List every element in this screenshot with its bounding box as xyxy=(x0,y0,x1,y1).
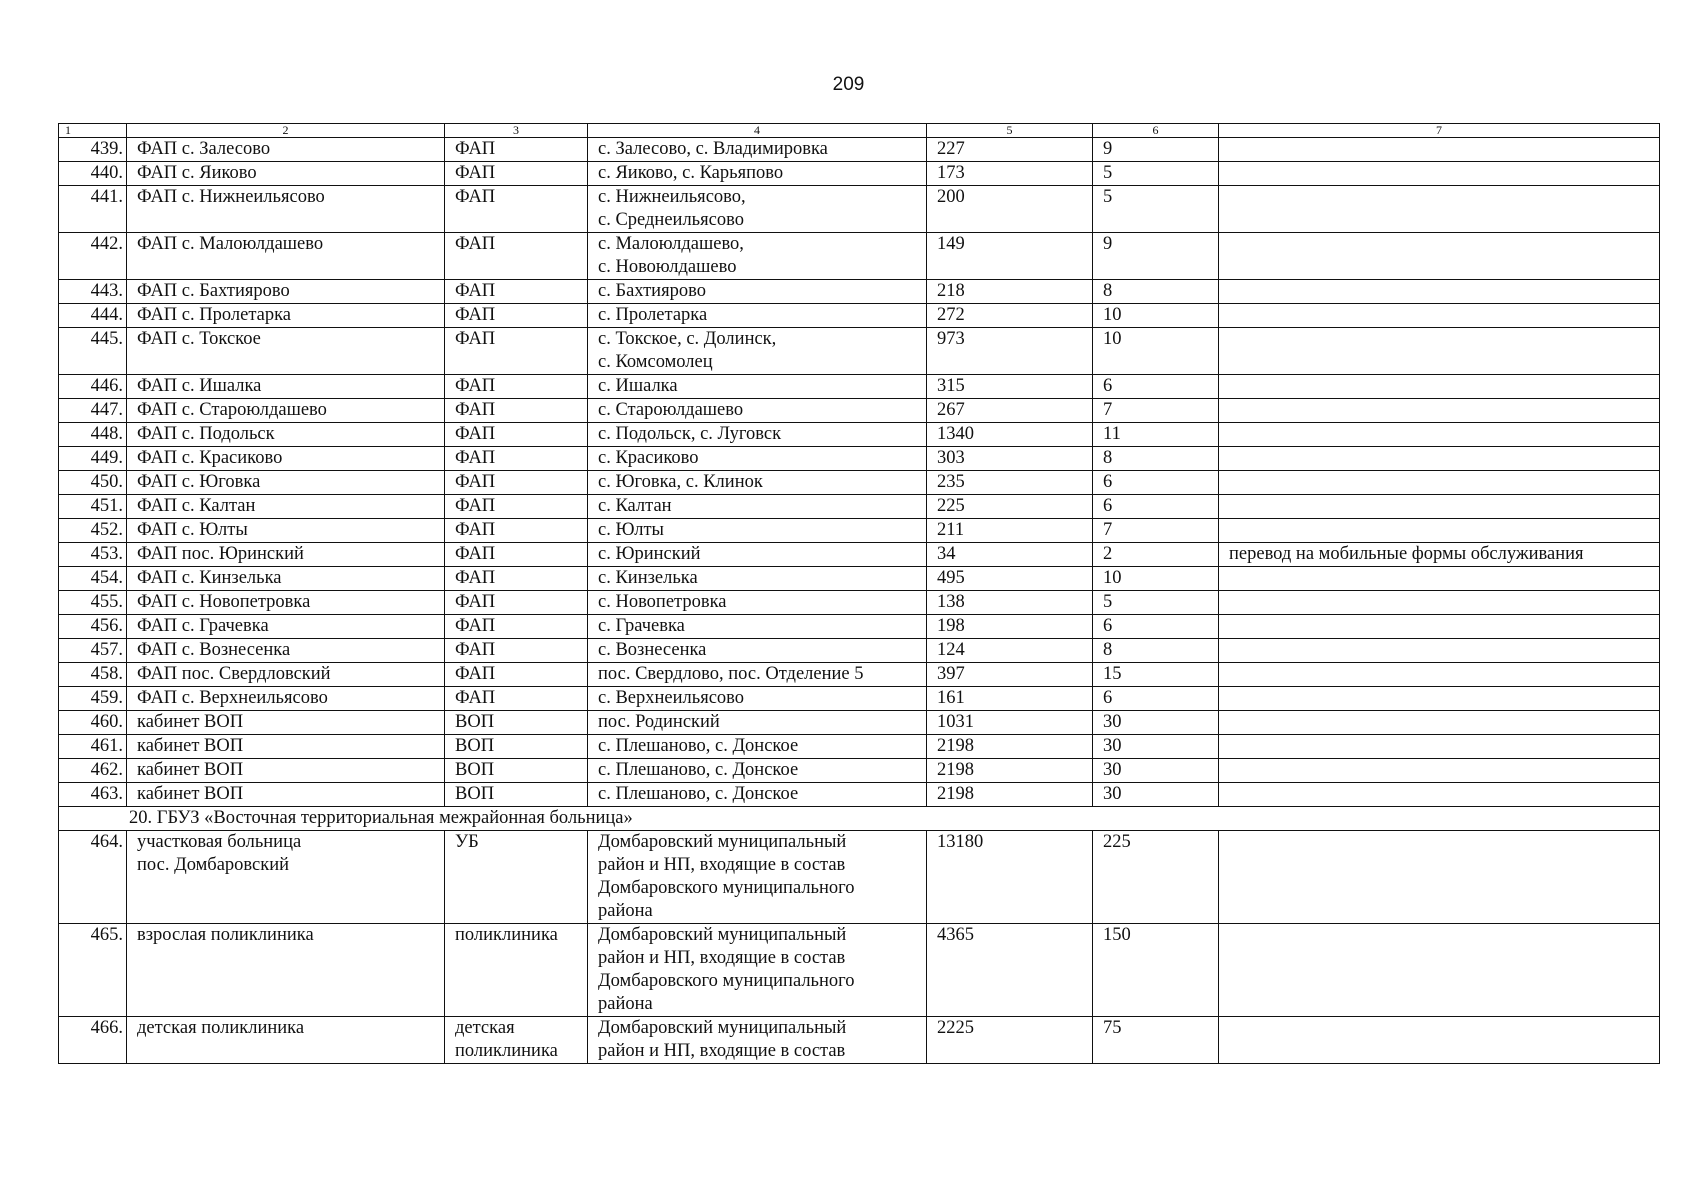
population: 218 xyxy=(927,280,1093,304)
facility-type: ФАП xyxy=(445,663,588,687)
facility-name: кабинет ВОП xyxy=(127,735,445,759)
service-area: с. Залесово, с. Владимировка xyxy=(588,138,927,162)
distance: 15 xyxy=(1093,663,1219,687)
facility-type: ФАП xyxy=(445,687,588,711)
service-area: с. Плешаново, с. Донское xyxy=(588,759,927,783)
service-area: с. Юговка, с. Клинок xyxy=(588,471,927,495)
distance: 225 xyxy=(1093,831,1219,924)
service-area: с. Токское, с. Долинск, с. Комсомолец xyxy=(588,328,927,375)
service-area: с. Бахтиярово xyxy=(588,280,927,304)
page-number: 209 xyxy=(832,74,865,95)
service-area: с. Новопетровка xyxy=(588,591,927,615)
note xyxy=(1219,567,1660,591)
table-row xyxy=(59,447,1660,471)
table-row xyxy=(59,495,1660,519)
population: 34 xyxy=(927,543,1093,567)
facility-type: ФАП xyxy=(445,304,588,328)
table-row xyxy=(59,423,1660,447)
service-area: с. Пролетарка xyxy=(588,304,927,328)
distance: 5 xyxy=(1093,591,1219,615)
column-number: 3 xyxy=(445,124,588,138)
row-number: 451. xyxy=(59,495,127,519)
table-row xyxy=(59,1017,1660,1064)
population: 495 xyxy=(927,567,1093,591)
facility-name: ФАП с. Токское xyxy=(127,328,445,375)
service-area: с. Юлты xyxy=(588,519,927,543)
facility-name: ФАП с. Юговка xyxy=(127,471,445,495)
table-row xyxy=(59,735,1660,759)
service-area: Домбаровский муниципальный район и НП, входящие в состав Домбаровского муниципального района xyxy=(588,924,927,1017)
distance: 6 xyxy=(1093,471,1219,495)
note xyxy=(1219,783,1660,807)
facility-name: ФАП с. Красиково xyxy=(127,447,445,471)
row-number: 449. xyxy=(59,447,127,471)
facility-type: УБ xyxy=(445,831,588,924)
note xyxy=(1219,471,1660,495)
population: 161 xyxy=(927,687,1093,711)
facility-name: ФАП с. Бахтиярово xyxy=(127,280,445,304)
facility-name: ФАП с. Староюлдашево xyxy=(127,399,445,423)
distance: 5 xyxy=(1093,186,1219,233)
distance: 6 xyxy=(1093,687,1219,711)
facility-name: ФАП с. Яиково xyxy=(127,162,445,186)
population: 315 xyxy=(927,375,1093,399)
facility-name: ФАП с. Новопетровка xyxy=(127,591,445,615)
facility-type: ФАП xyxy=(445,447,588,471)
column-number: 7 xyxy=(1219,124,1660,138)
facility-type: ФАП xyxy=(445,543,588,567)
population: 2225 xyxy=(927,1017,1093,1064)
note xyxy=(1219,375,1660,399)
table-row xyxy=(59,615,1660,639)
distance: 30 xyxy=(1093,735,1219,759)
distance: 8 xyxy=(1093,447,1219,471)
population: 1340 xyxy=(927,423,1093,447)
row-number: 443. xyxy=(59,280,127,304)
table-row xyxy=(59,399,1660,423)
service-area: с. Староюлдашево xyxy=(588,399,927,423)
population: 198 xyxy=(927,615,1093,639)
service-area: с. Кинзелька xyxy=(588,567,927,591)
facility-name: ФАП с. Кинзелька xyxy=(127,567,445,591)
note xyxy=(1219,615,1660,639)
row-number: 462. xyxy=(59,759,127,783)
facility-name: ФАП с. Подольск xyxy=(127,423,445,447)
distance: 150 xyxy=(1093,924,1219,1017)
note xyxy=(1219,328,1660,375)
row-number: 466. xyxy=(59,1017,127,1064)
column-number-row xyxy=(59,124,1660,138)
distance: 10 xyxy=(1093,328,1219,375)
service-area: с. Плешаново, с. Донское xyxy=(588,735,927,759)
facility-name: ФАП с. Вознесенка xyxy=(127,639,445,663)
table-row xyxy=(59,663,1660,687)
table-row xyxy=(59,471,1660,495)
facility-type: ВОП xyxy=(445,759,588,783)
population: 13180 xyxy=(927,831,1093,924)
distance: 10 xyxy=(1093,567,1219,591)
facility-name: ФАП с. Грачевка xyxy=(127,615,445,639)
note xyxy=(1219,423,1660,447)
population: 303 xyxy=(927,447,1093,471)
row-number: 442. xyxy=(59,233,127,280)
facilities-table xyxy=(58,123,1660,1064)
distance: 9 xyxy=(1093,233,1219,280)
distance: 8 xyxy=(1093,639,1219,663)
population: 973 xyxy=(927,328,1093,375)
population: 397 xyxy=(927,663,1093,687)
distance: 30 xyxy=(1093,759,1219,783)
population: 138 xyxy=(927,591,1093,615)
row-number: 465. xyxy=(59,924,127,1017)
facility-name: ФАП с. Залесово xyxy=(127,138,445,162)
table-row xyxy=(59,759,1660,783)
facility-type: ФАП xyxy=(445,280,588,304)
service-area: с. Грачевка xyxy=(588,615,927,639)
note xyxy=(1219,639,1660,663)
note xyxy=(1219,831,1660,924)
note xyxy=(1219,186,1660,233)
service-area: пос. Свердлово, пос. Отделение 5 xyxy=(588,663,927,687)
note xyxy=(1219,233,1660,280)
row-number: 460. xyxy=(59,711,127,735)
row-number: 453. xyxy=(59,543,127,567)
facility-type: ФАП xyxy=(445,591,588,615)
row-number: 446. xyxy=(59,375,127,399)
service-area: с. Яиково, с. Карьяпово xyxy=(588,162,927,186)
note xyxy=(1219,519,1660,543)
row-number: 439. xyxy=(59,138,127,162)
facility-type: ФАП xyxy=(445,471,588,495)
population: 2198 xyxy=(927,735,1093,759)
row-number: 461. xyxy=(59,735,127,759)
column-number: 2 xyxy=(127,124,445,138)
table-row xyxy=(59,233,1660,280)
column-number: 6 xyxy=(1093,124,1219,138)
population: 173 xyxy=(927,162,1093,186)
service-area: Домбаровский муниципальный район и НП, входящие в состав xyxy=(588,1017,927,1064)
row-number: 458. xyxy=(59,663,127,687)
note xyxy=(1219,399,1660,423)
note xyxy=(1219,162,1660,186)
facility-name: кабинет ВОП xyxy=(127,783,445,807)
distance: 11 xyxy=(1093,423,1219,447)
row-number: 456. xyxy=(59,615,127,639)
service-area: с. Калтан xyxy=(588,495,927,519)
column-number: 4 xyxy=(588,124,927,138)
note xyxy=(1219,280,1660,304)
note xyxy=(1219,495,1660,519)
distance: 2 xyxy=(1093,543,1219,567)
row-number: 441. xyxy=(59,186,127,233)
row-number: 459. xyxy=(59,687,127,711)
row-number: 454. xyxy=(59,567,127,591)
note xyxy=(1219,138,1660,162)
column-number: 1 xyxy=(59,124,127,138)
population: 211 xyxy=(927,519,1093,543)
facility-name: взрослая поликлиника xyxy=(127,924,445,1017)
table-row xyxy=(59,375,1660,399)
note xyxy=(1219,687,1660,711)
row-number: 440. xyxy=(59,162,127,186)
facility-name: ФАП пос. Юринский xyxy=(127,543,445,567)
table-row xyxy=(59,138,1660,162)
population: 124 xyxy=(927,639,1093,663)
table-row xyxy=(59,186,1660,233)
note: перевод на мобильные формы обслуживания xyxy=(1219,543,1660,567)
distance: 8 xyxy=(1093,280,1219,304)
distance: 30 xyxy=(1093,711,1219,735)
distance: 75 xyxy=(1093,1017,1219,1064)
table-row xyxy=(59,543,1660,567)
facility-name: ФАП с. Верхнеильясово xyxy=(127,687,445,711)
note xyxy=(1219,735,1660,759)
service-area: Домбаровский муниципальный район и НП, входящие в состав Домбаровского муниципального района xyxy=(588,831,927,924)
table-row xyxy=(59,711,1660,735)
facility-type: поликлиника xyxy=(445,924,588,1017)
facility-type: ФАП xyxy=(445,233,588,280)
table-row xyxy=(59,687,1660,711)
table-row xyxy=(59,567,1660,591)
table-row xyxy=(59,519,1660,543)
row-number: 448. xyxy=(59,423,127,447)
facility-name: участковая больница пос. Домбаровский xyxy=(127,831,445,924)
facility-name: кабинет ВОП xyxy=(127,759,445,783)
service-area: с. Подольск, с. Луговск xyxy=(588,423,927,447)
facility-name: ФАП с. Ишалка xyxy=(127,375,445,399)
distance: 7 xyxy=(1093,399,1219,423)
facility-name: детская поликлиника xyxy=(127,1017,445,1064)
table-row xyxy=(59,328,1660,375)
row-number: 444. xyxy=(59,304,127,328)
population: 272 xyxy=(927,304,1093,328)
facility-type: ФАП xyxy=(445,639,588,663)
row-number: 457. xyxy=(59,639,127,663)
facility-type: ФАП xyxy=(445,615,588,639)
distance: 6 xyxy=(1093,615,1219,639)
service-area: с. Юринский xyxy=(588,543,927,567)
population: 1031 xyxy=(927,711,1093,735)
note xyxy=(1219,1017,1660,1064)
facility-name: кабинет ВОП xyxy=(127,711,445,735)
service-area: с. Нижнеильясово, с. Среднеильясово xyxy=(588,186,927,233)
population: 267 xyxy=(927,399,1093,423)
facility-type: ВОП xyxy=(445,735,588,759)
facility-type: ФАП xyxy=(445,186,588,233)
table-row xyxy=(59,304,1660,328)
note xyxy=(1219,924,1660,1017)
service-area: пос. Родинский xyxy=(588,711,927,735)
table-row xyxy=(59,783,1660,807)
facility-type: детская поликлиника xyxy=(445,1017,588,1064)
table-row xyxy=(59,924,1660,1017)
population: 4365 xyxy=(927,924,1093,1017)
note xyxy=(1219,304,1660,328)
distance: 5 xyxy=(1093,162,1219,186)
population: 227 xyxy=(927,138,1093,162)
table-row xyxy=(59,639,1660,663)
row-number: 450. xyxy=(59,471,127,495)
facility-name: ФАП с. Калтан xyxy=(127,495,445,519)
facility-type: ФАП xyxy=(445,567,588,591)
facility-name: ФАП пос. Свердловский xyxy=(127,663,445,687)
table-row xyxy=(59,280,1660,304)
facility-type: ВОП xyxy=(445,783,588,807)
note xyxy=(1219,591,1660,615)
table-row xyxy=(59,831,1660,924)
service-area: с. Красиково xyxy=(588,447,927,471)
row-number: 464. xyxy=(59,831,127,924)
table-row xyxy=(59,162,1660,186)
facility-name: ФАП с. Юлты xyxy=(127,519,445,543)
population: 149 xyxy=(927,233,1093,280)
facility-type: ФАП xyxy=(445,162,588,186)
facility-type: ВОП xyxy=(445,711,588,735)
facility-type: ФАП xyxy=(445,399,588,423)
facility-type: ФАП xyxy=(445,328,588,375)
column-number: 5 xyxy=(927,124,1093,138)
row-number: 447. xyxy=(59,399,127,423)
note xyxy=(1219,447,1660,471)
population: 2198 xyxy=(927,759,1093,783)
service-area: с. Верхнеильясово xyxy=(588,687,927,711)
row-number: 445. xyxy=(59,328,127,375)
distance: 7 xyxy=(1093,519,1219,543)
population: 225 xyxy=(927,495,1093,519)
distance: 6 xyxy=(1093,495,1219,519)
facility-type: ФАП xyxy=(445,495,588,519)
facility-type: ФАП xyxy=(445,423,588,447)
facility-type: ФАП xyxy=(445,375,588,399)
service-area: с. Плешаново, с. Донское xyxy=(588,783,927,807)
population: 2198 xyxy=(927,783,1093,807)
distance: 9 xyxy=(1093,138,1219,162)
distance: 6 xyxy=(1093,375,1219,399)
row-number: 463. xyxy=(59,783,127,807)
note xyxy=(1219,759,1660,783)
section-title: 20. ГБУЗ «Восточная территориальная межрайонная больница» xyxy=(59,807,1660,831)
service-area: с. Малоюлдашево, с. Новоюлдашево xyxy=(588,233,927,280)
population: 235 xyxy=(927,471,1093,495)
section-header-row xyxy=(59,807,1660,831)
distance: 10 xyxy=(1093,304,1219,328)
facility-name: ФАП с. Нижнеильясово xyxy=(127,186,445,233)
row-number: 452. xyxy=(59,519,127,543)
facility-type: ФАП xyxy=(445,138,588,162)
facility-type: ФАП xyxy=(445,519,588,543)
service-area: с. Ишалка xyxy=(588,375,927,399)
facility-name: ФАП с. Малоюлдашево xyxy=(127,233,445,280)
distance: 30 xyxy=(1093,783,1219,807)
note xyxy=(1219,663,1660,687)
service-area: с. Вознесенка xyxy=(588,639,927,663)
facility-name: ФАП с. Пролетарка xyxy=(127,304,445,328)
note xyxy=(1219,711,1660,735)
population: 200 xyxy=(927,186,1093,233)
table-row xyxy=(59,591,1660,615)
row-number: 455. xyxy=(59,591,127,615)
